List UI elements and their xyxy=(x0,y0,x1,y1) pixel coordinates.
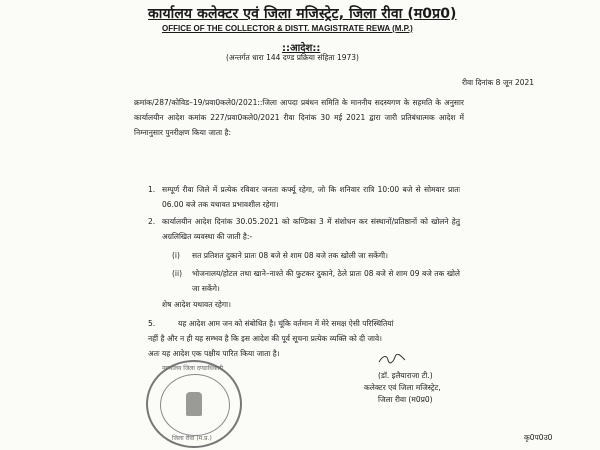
item-text: सम्पूर्ण रीवा जिले में प्रत्येक रविवार जनता कर्फ्यू रहेगा, जो कि शनिवार रात्रि 10:00 बजे से सोमवार प्रातः 06.00 बजे तक यथावत प्रभावशील रहेगा। xyxy=(162,185,460,209)
order-date: रीवा दिनांक 8 जून 2021 xyxy=(462,78,535,87)
signatory-name: (डॉ. इलैयाराजा टी.) xyxy=(378,371,433,380)
remaining-provisions: शेष आदेश यथावत रहेगा। xyxy=(162,300,231,309)
item-number: 2. xyxy=(148,217,156,226)
office-title-hindi: कार्यालय कलेक्टर एवं जिला मजिस्ट्रेट, जिला रीवा (म0प्र0) xyxy=(148,6,457,22)
subitem-text: भोजनालय/होटल तथा खाने–नाश्ते की फुटकर दुकाने, ठेले प्रातः 08 बजे से शाम 09 बजे तक खोले जा सकेंगे। xyxy=(192,269,460,293)
office-seal xyxy=(146,360,242,448)
subitem-number: (i) xyxy=(172,251,180,260)
subitem-number: (ii) xyxy=(172,269,183,278)
signatory-designation: कलेक्टर एवं जिला मजिस्ट्रेट, xyxy=(364,383,441,392)
closing-number: 5. xyxy=(148,319,156,328)
seal-bottom-text: जिला रीवा (म.प्र.) xyxy=(172,435,212,442)
footer-code: कृ0प0उ0 xyxy=(524,433,553,442)
subitem-text: सत प्रतिशत दुकाने प्रातः 08 बजे से शाम 08 बजे तक खोली जा सकेंगी। xyxy=(192,251,388,260)
office-title-english: OFFICE OF THE COLLECTOR & DISTT. MAGISTRATE REWA (M.P.) xyxy=(162,24,413,33)
signature-mark xyxy=(378,354,406,364)
item-text: कार्यालयीन आदेश दिनांक 30.05.2021 को कण्डिका 3 में संशोधन कर संस्थानों/प्रतिष्ठानों को खोलने हेतु अग्रलिखित व्यवस्था की जाती है:- xyxy=(162,217,460,241)
closing-line: नहीं है और न ही यह सम्भव है कि इस आदेश की पूर्व सूचना प्रत्येक व्यक्ति को दी जावे। xyxy=(148,334,383,343)
reference-paragraph: क्रमांक/287/कोविड–19/प्रवा0कले0/2021::जिला आपदा प्रबंधन समिति के माननीय सदस्यगण के सहमति के अनुसार कार्यालयीन आदेश कमांक 227/प्रवा0कले0/2021 रीवा दिनांक 30 मई 2021 द्वारा जारी प्रतिबंधात्मक आदेश में निम्नानुसार पुनरीक्षण किया जाता है: xyxy=(134,98,464,137)
signatory-place: जिला रीवा (म0प्र0) xyxy=(378,395,433,404)
item-number: 1. xyxy=(148,185,156,194)
closing-line: अतः यह आदेश एक पक्षीय पारित किया जाता है। xyxy=(148,349,280,358)
order-heading: ::आदेश:: xyxy=(282,43,321,54)
section-reference: (अन्तर्गत धारा 144 दण्ड प्रक्रिया संहिता 1973) xyxy=(226,53,359,62)
seal-top-text: न्यायालय जिला दण्डाधिकारी xyxy=(162,365,224,372)
closing-line: यह आदेश आम जन को संबोधित है। चूंकि वर्तमान में मेरे समक्ष ऐसी परिस्थितियां xyxy=(178,319,394,328)
emblem-icon xyxy=(186,392,202,416)
